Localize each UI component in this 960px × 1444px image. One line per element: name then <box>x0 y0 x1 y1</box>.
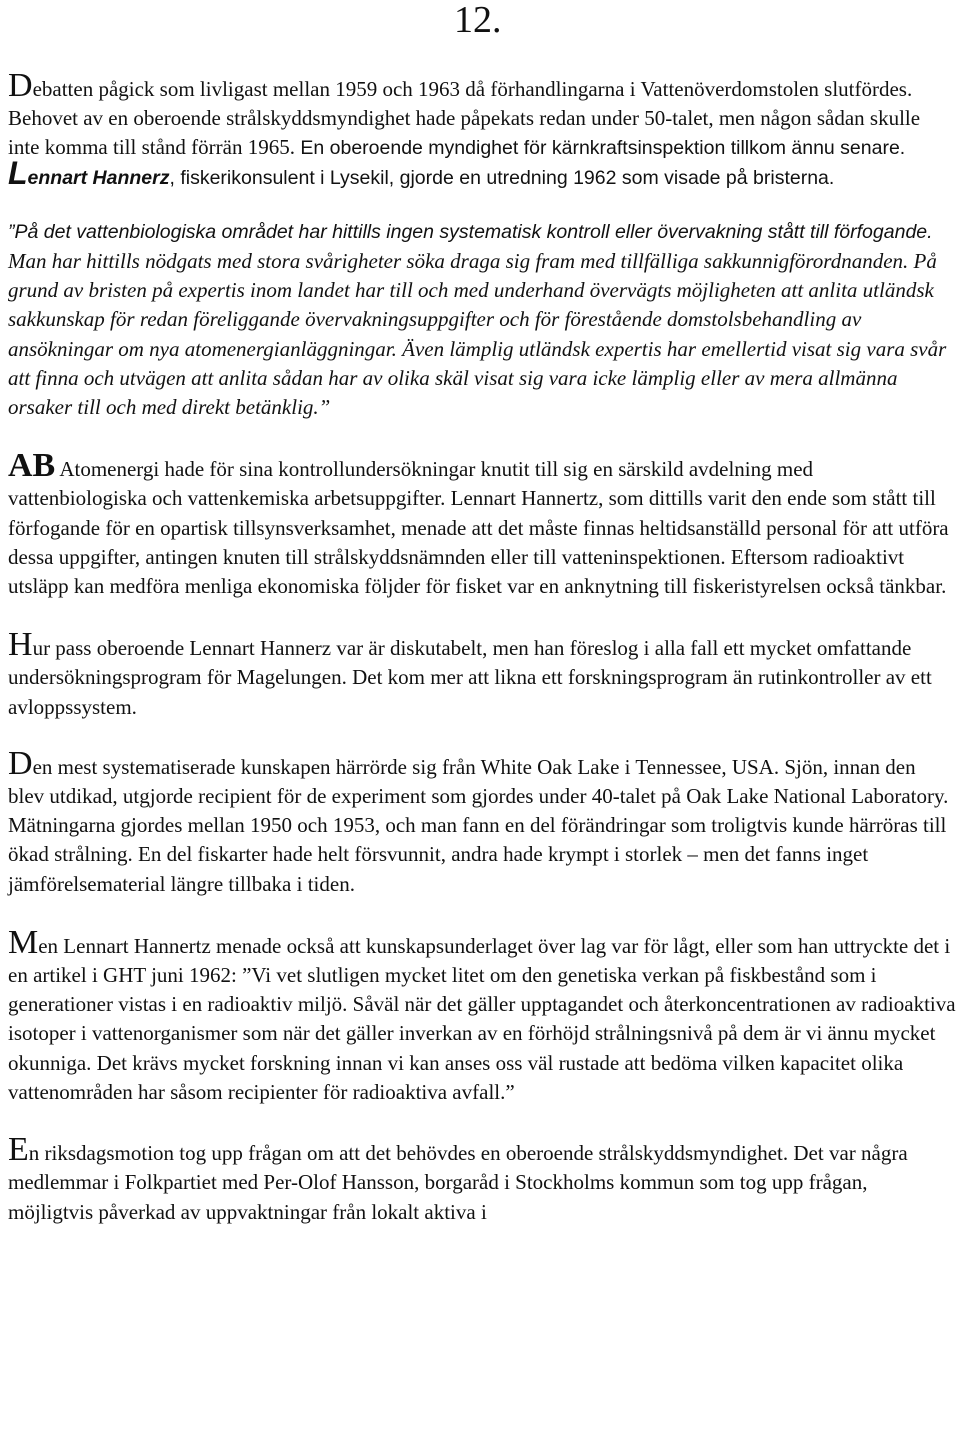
drop-initial: L <box>8 154 28 191</box>
paragraph-ab-atomenergi <box>8 447 956 601</box>
page-number: 12. <box>454 0 502 41</box>
paragraph-text-sans: En oberoende myndighet för kärnkraftsinspektion tillkom ännu senare. <box>294 137 906 160</box>
paragraph-riksdag-motion <box>8 1131 956 1227</box>
drop-initial: H <box>8 626 33 664</box>
drop-initial: E <box>8 1131 29 1169</box>
quote-text: Även lämplig utländsk expertis har emellertid visat sig vara svår att finna och utvägen att anlita sådan har av olika skäl visat sig vara icke lämplig eller av mera allmänna orsaker till och med direkt betänklig.” <box>8 336 947 420</box>
paragraph-text: , fiskerikonsulent i Lysekil, gjorde en utredning 1962 som visade på bristerna. <box>169 166 835 189</box>
drop-initial: D <box>8 67 33 104</box>
paragraph-white-oak-lake <box>8 744 956 899</box>
quote-text-sans: ”På det vattenbiologiska området har hittills ingen systematisk kontroll eller övervakning stått till förfogande. <box>8 220 933 243</box>
paragraph-text: en Lennart Hannertz menade också att kunskapsunderlaget över lag var för lågt, eller som han uttryckte det i en artikel i GHT juni 1962: ”Vi vet slutligen mycket litet om den genetiska verkan på fiskbestånd som i generationer vistas i en radioaktiv miljö. Såväl när det gäller upptagandet och återkoncentrationen av radioaktiva isotoper i vattenorganismer som när det gäller inverkan av en förhöjd strålningsnivå på dem är vi ännu mycket okunniga. Det krävs mycket forskning innan vi kan anses oss väl rustade att bedöma vilken kapacitet olika vattenområden har såsom recipienter för radioaktiva avfall.” <box>8 933 956 1104</box>
paragraph-magelungen <box>8 626 956 722</box>
drop-initial: D <box>8 744 33 782</box>
paragraph-hannerz-report <box>8 154 956 193</box>
paragraph-text: en mest systematiserade kunskapen härrörde sig från White Oak Lake i Tennessee, USA. Sjön, innan den blev utdikad, utgjorde recipient för de experiment som gjordes under 40-talet på Oak Lake National Laboratory. Mätningarna gjordes mellan 1950 och 1953, och man fann en del förändringar som troligtvis kunde härröras till ökad strålning. En del fiskarter hade helt försvunnit, andra hade krympt i storlek – men det fanns inget jämförelsematerial längre tillbaka i tiden. <box>8 754 949 896</box>
drop-initial: M <box>8 923 39 961</box>
paragraph-text: Atomenergi hade för sina kontrollundersökningar knutit till sig en särskild avdelning med vattenbiologiska och vattenkemiska arbetsuppgifter. Lennart Hannertz, som dittills varit den ende som stått till förfogande för en opartisk tillsynsverksamhet, menade att det måste finnas heltidsanställd personal för att utföra dessa uppgifter, antingen knuten till strålskyddsnämnden eller till vatteninspektionen. Eftersom radioaktivt utsläpp kan medföra menliga ekonomiska följder för fisket var en anknytning till fiskeristyrelsen också tänkbar. <box>8 457 949 599</box>
drop-initial: AB <box>8 447 56 485</box>
person-name: ennart Hannerz <box>27 166 170 189</box>
paragraph-debate <box>8 66 956 164</box>
paragraph-knowledge-base <box>8 923 956 1107</box>
paragraph-text: ebatten pågick som livligast mellan 1959 och 1963 då förhandlingarna i Vattenöverdomstolen slutfördes. Behovet av en oberoende strålskyddsmyndighet hade påpekats redan under 50-talet, men någon sådan skulle inte komma till stånd förrän 1965. <box>8 77 921 160</box>
paragraph-text: ur pass oberoende Lennart Hannerz var är diskutabelt, men han föreslog i alla fall ett mycket omfattande undersökningsprogram för Magelungen. Det kom mer att likna ett forskningsprogram än rutinkontroller av ett avloppssystem. <box>8 636 932 719</box>
quote-text: På grund av bristen på expertis inom landet har till och med underhand övervägts möjligheten att anlita utländsk sakkunskap för redan föreliggande övervakningsuppgifter och för förestående domstolsbehandling av ansökningar om nya atomenergianläggningar. <box>8 249 937 361</box>
quote-text: Man har hittills nödgats med stora svårigheter söka draga sig fram med tillfälliga sakkunnigförordnanden. <box>8 249 909 274</box>
paragraph-text: n riksdagsmotion tog upp frågan om att det behövdes en oberoende strålskyddsmyndighet. Det var några medlemmar i Folkpartiet med Per-Olof Hansson, borgaråd i Stockholms kommun som tog upp frågan, möjligtvis påverkad av uppvaktningar från lokalt aktiva i <box>8 1141 908 1224</box>
paragraph-quote <box>8 217 956 422</box>
document-body <box>8 66 956 1227</box>
